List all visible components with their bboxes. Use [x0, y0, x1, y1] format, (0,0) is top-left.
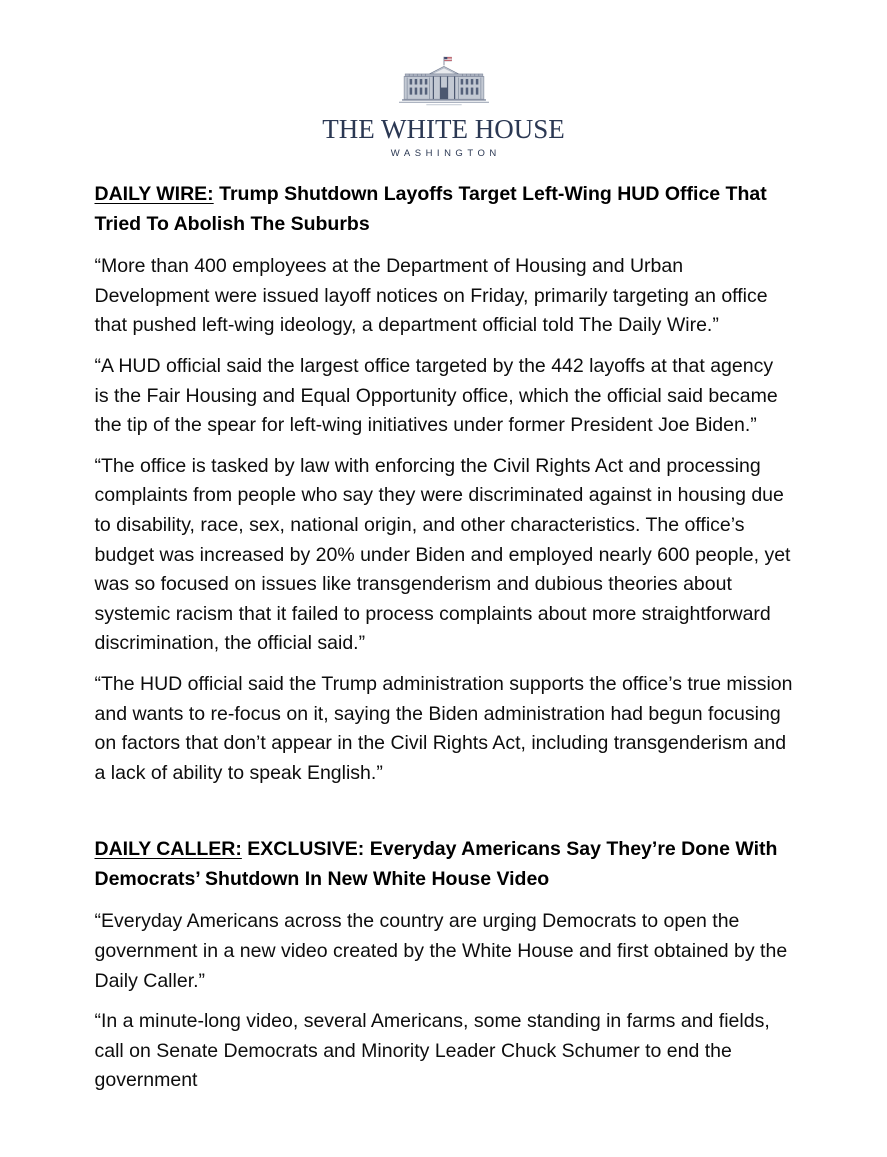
headline-text: EXCLUSIVE: Everyday Americans Say They’re Done With Democrats’ Shutdown In New White House Video — [94, 838, 778, 890]
article-paragraph: “In a minute-long video, several Americans, some standing in farms and fields, call on Senate Democrats and Minority Leader Chuck Schumer to end the government — [94, 1010, 770, 1092]
article-paragraph: “Everyday Americans across the country are urging Democrats to open the government in a new video created by the White House and first obtained by the Daily Caller.” — [94, 910, 788, 992]
article-paragraph: “The office is tasked by law with enforcing the Civil Rights Act and processing complaints from people who say they were discriminated against in housing due to disability, race, sex, national origin, and other characteristics. The office’s budget was increased by 20% under Biden and employed nearly 600 people, yet was so focused on issues like transgenderism and dubious theories about systemic racism that it failed to process complaints about more straightforward discrimination, the official said.” — [94, 454, 791, 655]
article-daily-caller — [95, 835, 793, 1096]
headline-text: Trump Shutdown Layoffs Target Left-Wing HUD Office That Tried To Abolish The Suburbs — [94, 183, 767, 235]
article-paragraph: “A HUD official said the largest office targeted by the 442 layoffs at that agency is the Fair Housing and Equal Opportunity office, which the official said became the tip of the spear for left-wing initiatives under former President Joe Biden.” — [94, 354, 778, 437]
article-daily-wire — [95, 180, 793, 788]
article-headline — [95, 835, 793, 894]
article-paragraph: “More than 400 employees at the Department of Housing and Urban Development were issued layoff notices on Friday, primarily targeting an office that pushed left-wing ideology, a department official told The Daily Wire.” — [94, 255, 768, 337]
source-label: DAILY CALLER: — [94, 838, 242, 861]
article-headline — [95, 180, 793, 239]
source-label: DAILY WIRE: — [94, 183, 214, 205]
article-paragraph: “The HUD official said the Trump administration supports the office’s true mission and wants to re-focus on it, saying the Biden administration had begun focusing on factors that don’t appear in the Civil Rights Act, including transgenderism and a lack of ability to speak English.” — [94, 672, 793, 784]
letterhead-subtitle: WASHINGTON — [390, 148, 501, 159]
white-house-letterhead — [0, 0, 887, 159]
letterhead-title: THE WHITE HOUSE — [322, 114, 565, 144]
white-house-building-icon — [396, 56, 492, 109]
document-body — [95, 159, 793, 1096]
